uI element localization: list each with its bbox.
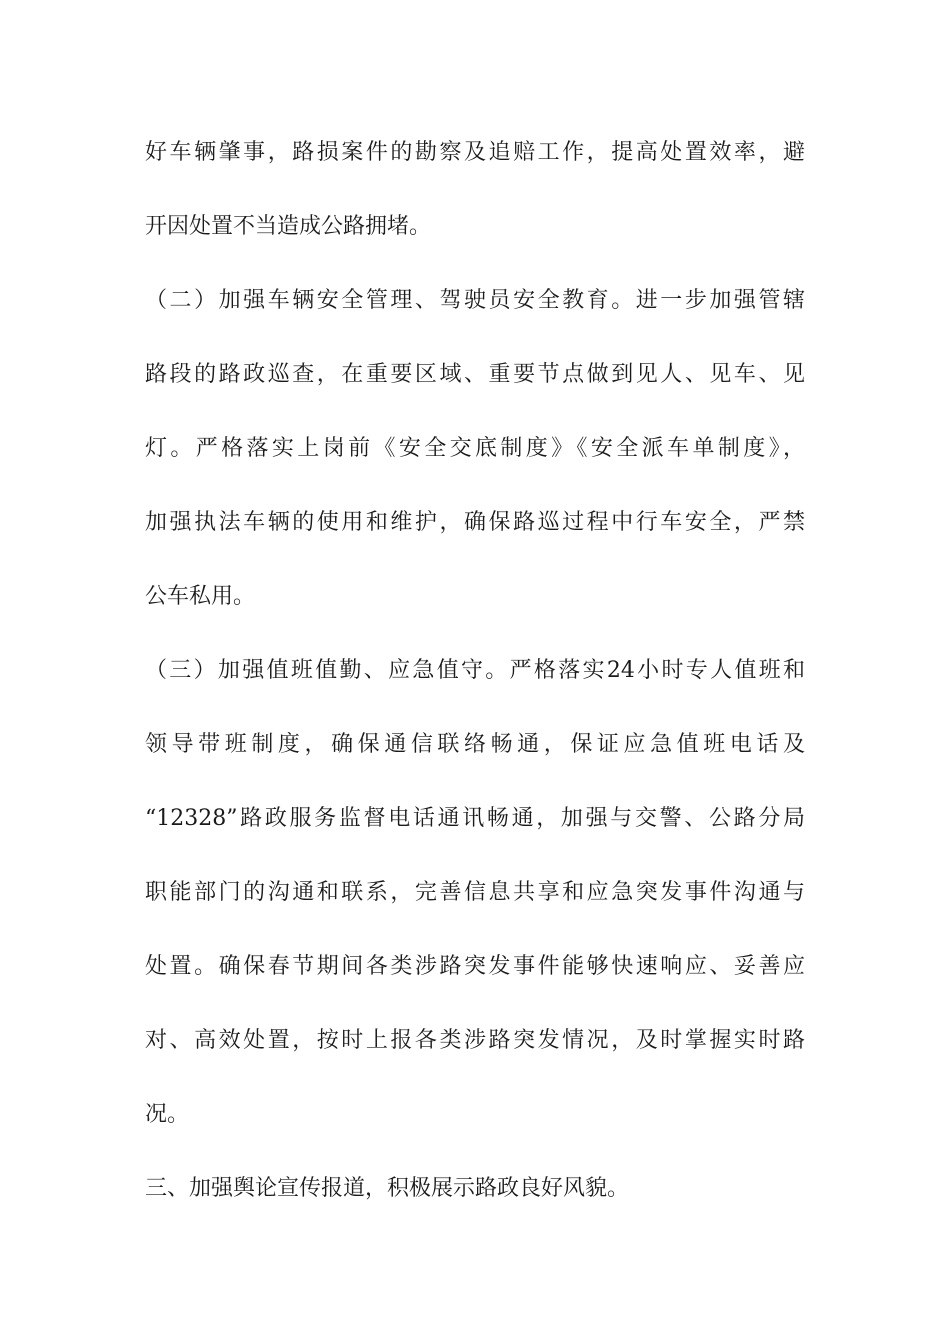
text-line-8: （三）加强值班值勤、应急值守。严格落实24小时专人值班和: [145, 658, 805, 683]
text-line-6: 加强执法车辆的使用和维护，确保路巡过程中行车安全，严禁: [145, 510, 805, 535]
text-line-9: 领导带班制度，确保通信联络畅通，保证应急值班电话及: [145, 732, 805, 757]
text-line-10: “12328”路政服务监督电话通讯畅通，加强与交警、公路分局: [145, 806, 805, 831]
text-line-3: （二）加强车辆安全管理、驾驶员安全教育。进一步加强管辖: [145, 288, 805, 313]
text-line-11: 职能部门的沟通和联系，完善信息共享和应急突发事件沟通与: [145, 880, 805, 905]
text-line-13: 对、高效处置，按时上报各类涉路突发情况，及时掌握实时路: [145, 1028, 805, 1053]
section-heading: 三、加强舆论宣传报道，积极展示路政良好风貌。: [145, 1176, 630, 1201]
text-line-12: 处置。确保春节期间各类涉路突发事件能够快速响应、妥善应: [145, 954, 805, 979]
text-line-7: 公车私用。: [145, 584, 256, 609]
text-line-2: 开因处置不当造成公路拥堵。: [145, 214, 432, 239]
text-line-4: 路段的路政巡查，在重要区域、重要节点做到见人、见车、见: [145, 362, 805, 387]
text-line-1: 好车辆肇事，路损案件的勘察及追赔工作，提高处置效率，避: [145, 140, 805, 165]
text-line-14: 况。: [145, 1102, 190, 1127]
text-line-5: 灯。严格落实上岗前《安全交底制度》《安全派车单制度》，: [145, 436, 805, 461]
